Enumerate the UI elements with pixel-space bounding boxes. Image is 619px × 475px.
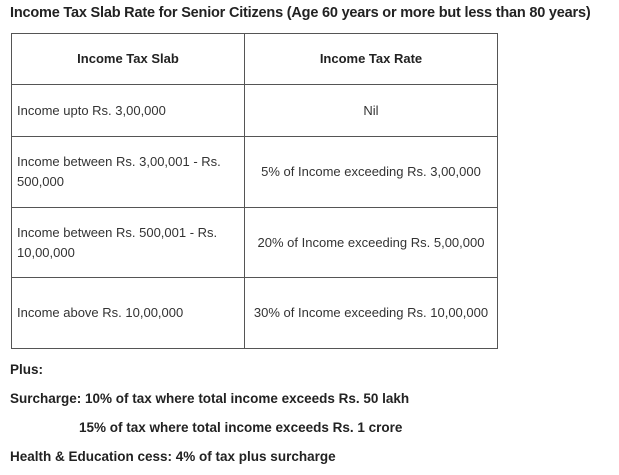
slab-cell: Income above Rs. 10,00,000 (12, 278, 245, 349)
table-row (12, 85, 498, 137)
slab-cell: Income between Rs. 500,001 - Rs. 10,00,000 (12, 208, 245, 278)
rate-cell: 20% of Income exceeding Rs. 5,00,000 (245, 208, 498, 278)
column-header-rate: Income Tax Rate (245, 34, 498, 85)
surcharge-line: Surcharge: 10% of tax where total income exceeds Rs. 50 lakh (10, 391, 410, 406)
table-row (12, 137, 498, 208)
slab-cell: Income upto Rs. 3,00,000 (12, 85, 245, 137)
surcharge-line-crore: 15% of tax where total income exceeds Rs. 1 crore (79, 420, 403, 435)
slab-cell: Income between Rs. 3,00,001 - Rs. 500,000 (12, 137, 245, 208)
table-row (12, 208, 498, 278)
rate-cell: 30% of Income exceeding Rs. 10,00,000 (245, 278, 498, 349)
table-header-row (12, 34, 498, 85)
page-title: Income Tax Slab Rate for Senior Citizens (Age 60 years or more but less than 80 years) (10, 5, 591, 21)
column-header-slab: Income Tax Slab (12, 34, 245, 85)
rate-cell: Nil (245, 85, 498, 137)
rate-cell: 5% of Income exceeding Rs. 3,00,000 (245, 137, 498, 208)
cess-line: Health & Education cess: 4% of tax plus surcharge (10, 449, 336, 464)
tax-slab-table (11, 33, 498, 349)
table-row (12, 278, 498, 349)
plus-label: Plus: (10, 362, 44, 377)
